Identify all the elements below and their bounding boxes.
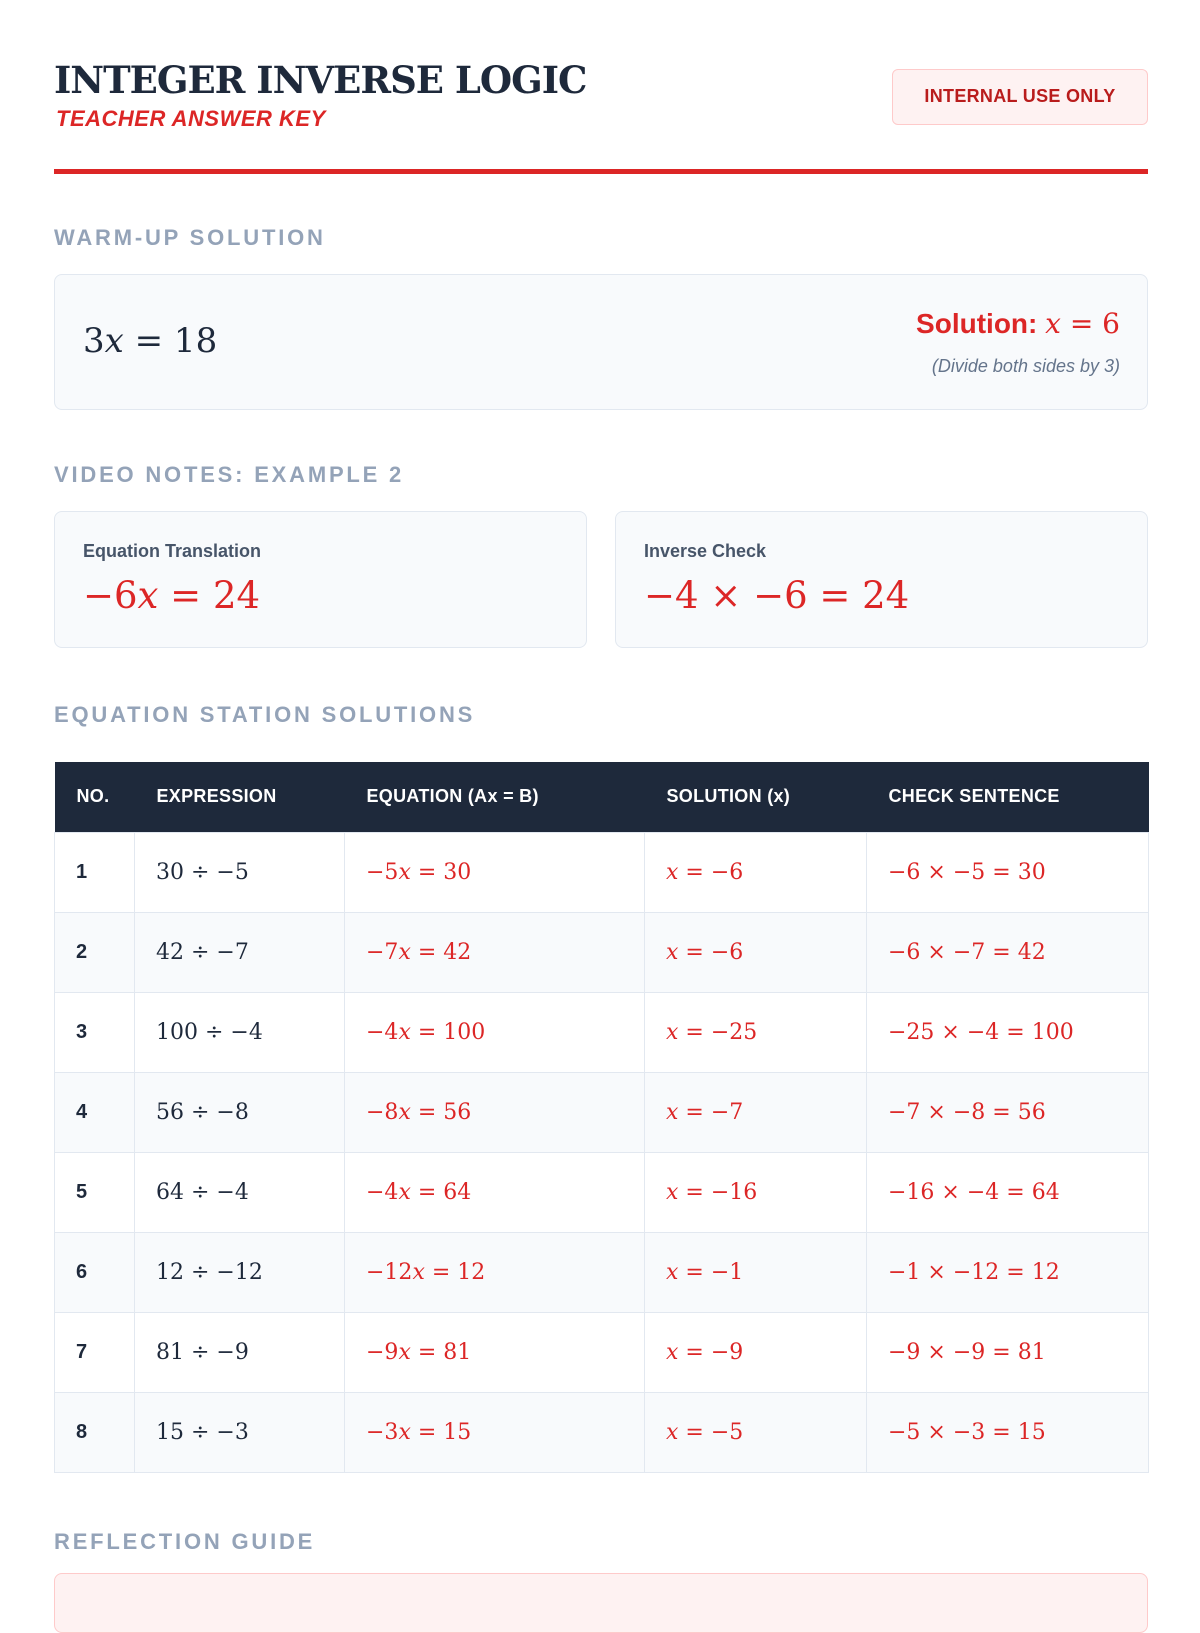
inverse-check-value: −4 × −6 = 24 xyxy=(644,574,910,617)
table-row xyxy=(55,912,1149,992)
internal-use-badge: INTERNAL USE ONLY xyxy=(892,69,1148,125)
equation-translation-value: −6x = 24 xyxy=(83,574,261,617)
row-number-cell: 6 xyxy=(55,1232,135,1312)
table-row xyxy=(55,1232,1149,1312)
expression-cell: 42 ÷ −7 xyxy=(135,912,345,992)
row-number-cell: 3 xyxy=(55,992,135,1072)
warmup-solution-label: Solution: xyxy=(916,308,1038,339)
expression-cell: 81 ÷ −9 xyxy=(135,1312,345,1392)
warmup-note: (Divide both sides by 3) xyxy=(931,356,1120,376)
table-row xyxy=(55,992,1149,1072)
expression-cell: 30 ÷ −5 xyxy=(135,832,345,912)
column-header-check: CHECK SENTENCE xyxy=(888,786,1060,807)
solution-cell: x = −6 xyxy=(645,912,867,992)
column-header-equation: EQUATION (Ax = B) xyxy=(366,786,539,807)
check-sentence-cell: −7 × −8 = 56 xyxy=(867,1072,1149,1152)
expression-cell: 12 ÷ −12 xyxy=(135,1232,345,1312)
equation-cell: −4x = 64 xyxy=(345,1152,645,1232)
column-header-solution: SOLUTION (x) xyxy=(666,786,791,807)
answer-key-page xyxy=(54,0,1148,1554)
expression-cell: 56 ÷ −8 xyxy=(135,1072,345,1152)
solution-cell: x = −5 xyxy=(645,1392,867,1472)
solution-cell: x = −6 xyxy=(645,832,867,912)
solution-cell: x = −1 xyxy=(645,1232,867,1312)
inverse-check-card xyxy=(615,511,1148,648)
row-number-cell: 1 xyxy=(55,832,135,912)
stations-section-title: EQUATION STATION SOLUTIONS xyxy=(54,702,476,727)
row-number-cell: 5 xyxy=(55,1152,135,1232)
expression-cell: 15 ÷ −3 xyxy=(135,1392,345,1472)
table-row xyxy=(55,1392,1149,1472)
page-header xyxy=(54,0,1148,174)
equation-cell: −12x = 12 xyxy=(345,1232,645,1312)
expression-cell: 100 ÷ −4 xyxy=(135,992,345,1072)
table-row xyxy=(55,1152,1149,1232)
check-sentence-cell: −6 × −5 = 30 xyxy=(867,832,1149,912)
solution-cell: x = −16 xyxy=(645,1152,867,1232)
equation-translation-card xyxy=(54,511,587,648)
check-sentence-cell: −1 × −12 = 12 xyxy=(867,1232,1149,1312)
table-row xyxy=(55,1072,1149,1152)
page-subtitle: TEACHER ANSWER KEY xyxy=(56,106,326,131)
inverse-check-label: Inverse Check xyxy=(644,541,767,561)
expression-cell: 64 ÷ −4 xyxy=(135,1152,345,1232)
check-sentence-cell: −5 × −3 = 15 xyxy=(867,1392,1149,1472)
reflection-section-title: REFLECTION GUIDE xyxy=(54,1529,316,1554)
equation-cell: −9x = 81 xyxy=(345,1312,645,1392)
check-sentence-cell: −9 × −9 = 81 xyxy=(867,1312,1149,1392)
check-sentence-cell: −16 × −4 = 64 xyxy=(867,1152,1149,1232)
check-sentence-cell: −25 × −4 = 100 xyxy=(867,992,1149,1072)
reflection-card xyxy=(54,1573,1148,1633)
equation-cell: −4x = 100 xyxy=(345,992,645,1072)
table-header-row xyxy=(55,762,1149,832)
column-header-expression: EXPRESSION xyxy=(156,786,277,807)
row-number-cell: 7 xyxy=(55,1312,135,1392)
equation-cell: −3x = 15 xyxy=(345,1392,645,1472)
row-number-cell: 8 xyxy=(55,1392,135,1472)
column-header-no: NO. xyxy=(76,786,110,807)
equation-cell: −7x = 42 xyxy=(345,912,645,992)
warmup-equation: 3x = 18 xyxy=(83,321,218,361)
page-title: INTEGER INVERSE LOGIC xyxy=(54,58,587,102)
table-body xyxy=(55,832,1149,1472)
video-notes-section-title: VIDEO NOTES: EXAMPLE 2 xyxy=(54,462,405,487)
equation-cell: −5x = 30 xyxy=(345,832,645,912)
table-row xyxy=(55,832,1149,912)
solutions-table xyxy=(54,762,1149,1473)
warmup-solution-value: x = 6 xyxy=(1045,307,1120,340)
warmup-card xyxy=(54,274,1148,410)
solution-cell: x = −9 xyxy=(645,1312,867,1392)
check-sentence-cell: −6 × −7 = 42 xyxy=(867,912,1149,992)
row-number-cell: 4 xyxy=(55,1072,135,1152)
warmup-section-title: WARM-UP SOLUTION xyxy=(54,225,326,250)
row-number-cell: 2 xyxy=(55,912,135,992)
warmup-solution xyxy=(916,307,1120,340)
table-row xyxy=(55,1312,1149,1392)
equation-cell: −8x = 56 xyxy=(345,1072,645,1152)
equation-translation-label: Equation Translation xyxy=(83,541,262,561)
solution-cell: x = −7 xyxy=(645,1072,867,1152)
solution-cell: x = −25 xyxy=(645,992,867,1072)
